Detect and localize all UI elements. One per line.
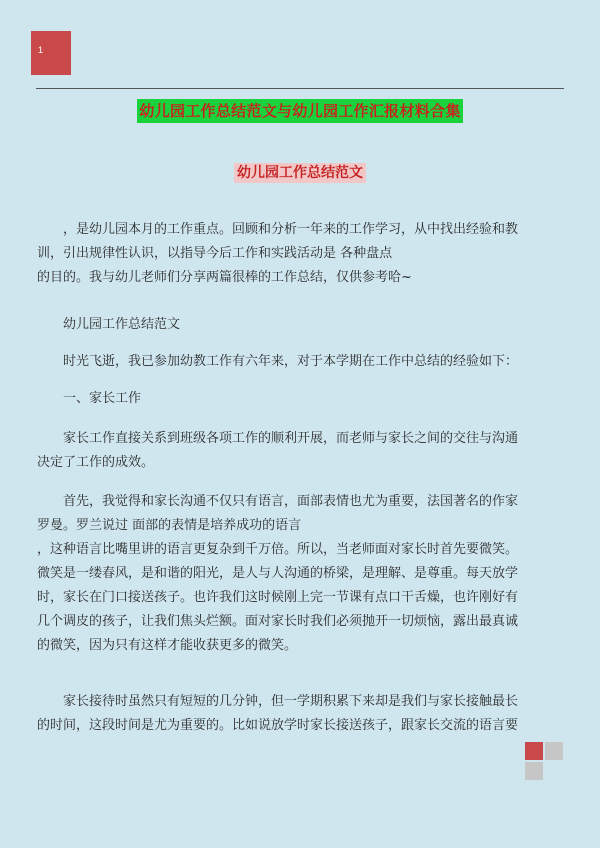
intro-paragraph [37,218,564,290]
decor-square-grey-1 [545,742,563,760]
intro-line-3: 的目的。我与幼儿老师们分享两篇很棒的工作总结，仅供参考哈~ [37,270,412,285]
para2-line-1: 首先，我觉得和家长沟通不仅只有语言，面部表情也尤为重要，法国著名的作家 [63,494,519,509]
page-number-badge [31,31,71,75]
para2-line-4: 微笑是一缕春风，是和谐的阳光，是人与人沟通的桥梁，是理解、是尊重。每天放学 [37,566,519,581]
section-heading-block [37,313,564,337]
document-title-text: 幼儿园工作总结范文与幼儿园工作汇报材料合集 [137,99,462,123]
para3-line-2: 的时间，这段时间是尤为重要的。比如说放学时家长接送孩子，跟家长交流的语言要 [37,718,519,733]
para2-line-2: 罗曼。罗兰说过 面部的表情是培养成功的语言 [37,518,302,533]
paragraph-1 [37,427,564,475]
para2-line-3: ，这种语言比嘴里讲的语言更复杂到千万倍。所以，当老师面对家长时首先要微笑。 [37,542,519,557]
opening-paragraph [37,350,564,374]
section-title [0,162,600,182]
decor-square-red [525,742,543,760]
para2-line-5: 时，家长在门口接送孩子。也许我们这时候刚上完一节课有点口干舌燥，也许刚好有 [37,590,519,605]
intro-line-2: 训，引出规律性认识，以指导今后工作和实践活动是 各种盘点 [37,246,393,261]
decor-square-grey-2 [525,762,543,780]
opening-line: 时光飞逝，我已参加幼教工作有六年来，对于本学期在工作中总结的经验如下： [63,354,519,369]
part1-heading: 一、家长工作 [63,391,142,406]
para2-line-6: 几个调皮的孩子，让我们焦头烂额。面对家长时我们必须抛开一切烦恼，露出最真诚 [37,614,519,629]
para2-line-7: 的微笑，因为只有这样才能收获更多的微笑。 [37,638,298,653]
document-title [0,100,600,121]
paragraph-3 [37,690,564,738]
para1-line-1: 家长工作直接关系到班级各项工作的顺利开展，而老师与家长之间的交往与沟通 [63,431,519,446]
section-title-text: 幼儿园工作总结范文 [234,163,366,183]
header-divider [36,88,564,89]
intro-line-1: ，是幼儿园本月的工作重点。回顾和分析一年来的工作学习，从中找出经验和教 [63,222,519,237]
paragraph-2 [37,490,564,658]
part1-heading-block [37,387,564,411]
para3-line-1: 家长接待时虽然只有短短的几分钟，但一学期积累下来却是我们与家长接触最长 [63,694,519,709]
page-number: 1 [38,45,44,55]
section-heading: 幼儿园工作总结范文 [63,317,181,332]
para1-line-2: 决定了工作的成效。 [37,455,155,470]
